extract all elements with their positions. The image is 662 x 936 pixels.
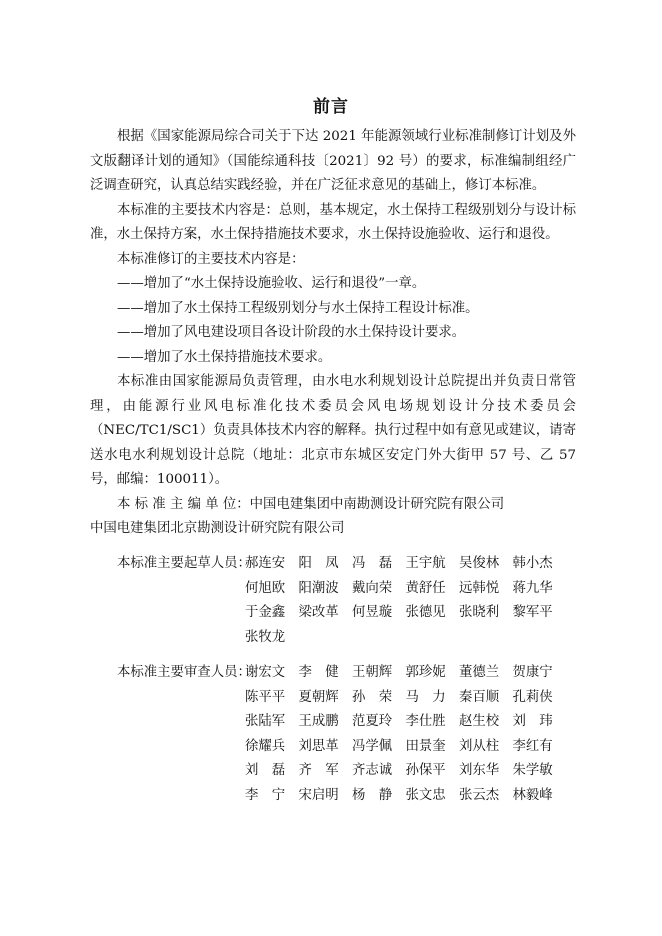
person-name: 远韩悦 xyxy=(459,580,500,596)
person-name: 王成鹏 xyxy=(298,714,339,729)
person-name: 黄舒任 xyxy=(405,580,446,596)
person-name: 贺康宁 xyxy=(512,665,553,680)
person-name: 董德兰 xyxy=(459,665,500,680)
person-name: 于金鑫 xyxy=(245,605,286,620)
person-name: 阳潮波 xyxy=(298,580,339,596)
person-name: 李 健 xyxy=(298,665,339,680)
paragraph-main-content: 本标准的主要技术内容是：总则，基本规定，水土保持工程级别划分与设计标准，水土保持方案，水土保持措施技术要求，水土保持设施验收、运行和退役。 xyxy=(90,202,576,242)
person-name: 齐 军 xyxy=(298,763,339,778)
person-name: 李仕胜 xyxy=(405,714,446,729)
person-name: 张文忠 xyxy=(405,787,446,803)
person-name: 宋启明 xyxy=(298,787,339,803)
person-name: 田景奎 xyxy=(405,738,446,754)
person-name: 蒋九华 xyxy=(512,580,553,596)
editor-unit: 中国电建集团中南勘测设计研究院有限公司 xyxy=(249,496,505,512)
revision-item: ——增加了水土保持措施技术要求。 xyxy=(117,349,332,365)
body-text xyxy=(90,125,576,542)
person-name: 王宇航 xyxy=(405,556,446,571)
person-name: 杨 静 xyxy=(352,787,393,803)
person-name: 孙保平 xyxy=(405,763,446,778)
person-name: 刘 玮 xyxy=(512,714,553,729)
editor-unit-line xyxy=(90,493,576,518)
drafters-group xyxy=(117,552,566,650)
person-name: 齐志诚 xyxy=(352,763,393,778)
person-name: 韩小杰 xyxy=(512,556,553,571)
person-name: 黎军平 xyxy=(512,605,553,620)
drafters-label: 本标准主要起草人员： xyxy=(117,556,251,571)
paragraph-revision-intro: 本标准修订的主要技术内容是： xyxy=(117,251,305,267)
person-name: 张云杰 xyxy=(459,787,500,803)
person-name: 赵生校 xyxy=(459,714,500,729)
revision-item: ——增加了风电建设项目各设计阶段的水土保持设计要求。 xyxy=(117,325,466,340)
person-name: 张陆军 xyxy=(245,714,286,729)
person-name: 张德见 xyxy=(405,605,446,620)
person-name: 夏朝辉 xyxy=(298,689,339,705)
page-title: 前言 xyxy=(313,97,349,117)
person-name: 郝连安 xyxy=(245,556,286,571)
person-name: 徐耀兵 xyxy=(245,738,286,754)
person-name: 范夏玲 xyxy=(352,714,393,729)
person-name: 陈平平 xyxy=(245,689,286,705)
person-name: 朱学敏 xyxy=(512,763,553,778)
person-name: 马 力 xyxy=(405,689,446,705)
person-name: 吴俊林 xyxy=(459,556,500,571)
person-name: 何旭欧 xyxy=(245,580,286,596)
drafters-names xyxy=(245,552,566,650)
person-name: 冯 磊 xyxy=(352,556,393,571)
paragraph-management: 本标准由国家能源局负责管理，由水电水利规划设计总院提出并负责日常管理，由能源行业风电标准化技术委员会风电场规划设计分技术委员会（NEC/TC1/SC1）负责具体技术内容的解释。执行过程中如有意见或建议，请寄送水电水利规划设计总院（地址：北京市东城区安定门外大街甲 57 号、乙 57 号，邮编：100011）。 xyxy=(90,374,576,487)
person-name: 张牧龙 xyxy=(245,629,286,645)
revision-item: ——增加了“水土保持设施验收、运行和退役”一章。 xyxy=(117,276,426,291)
person-name: 何昱璇 xyxy=(352,605,393,620)
person-name: 李 宁 xyxy=(245,787,286,803)
paragraph-basis: 根据《国家能源局综合司关于下达 2021 年能源领域行业标准制修订计划及外文版翻译计划的通知》（国能综通科技〔2021〕92 号）的要求，标准编制组经广泛调查研究，认真总结实践经验，并在广泛征求意见的基础上，修订本标准。 xyxy=(90,129,576,193)
editor-unit: 中国电建集团北京勘测设计研究院有限公司 xyxy=(90,521,345,536)
person-name: 刘从柱 xyxy=(459,738,500,754)
person-name: 刘思革 xyxy=(298,738,339,754)
person-name: 秦百顺 xyxy=(459,689,500,705)
person-name: 刘 磊 xyxy=(245,763,286,778)
person-name: 刘东华 xyxy=(459,763,500,778)
person-name: 林毅峰 xyxy=(512,787,553,803)
person-name: 阳 凤 xyxy=(298,556,339,571)
person-name: 谢宏文 xyxy=(245,665,286,680)
reviewers-group xyxy=(117,661,566,808)
person-name: 张晓利 xyxy=(459,605,500,620)
staff-lists xyxy=(117,552,566,808)
person-name: 李红有 xyxy=(512,738,553,754)
person-name: 王朝辉 xyxy=(352,665,393,680)
person-name: 孙 荣 xyxy=(352,689,393,705)
person-name: 戴向荣 xyxy=(352,580,393,596)
person-name: 孔莉侠 xyxy=(512,689,553,705)
reviewers-names xyxy=(245,661,566,808)
person-name: 郭珍妮 xyxy=(405,665,446,680)
person-name: 梁改革 xyxy=(298,605,339,620)
reviewers-label: 本标准主要审查人员： xyxy=(117,665,251,680)
revision-item: ——增加了水土保持工程级别划分与水土保持工程设计标准。 xyxy=(117,300,479,316)
person-name: 冯学佩 xyxy=(352,738,393,754)
editors-label: 本 标 准 主 编 单 位： xyxy=(117,496,250,512)
